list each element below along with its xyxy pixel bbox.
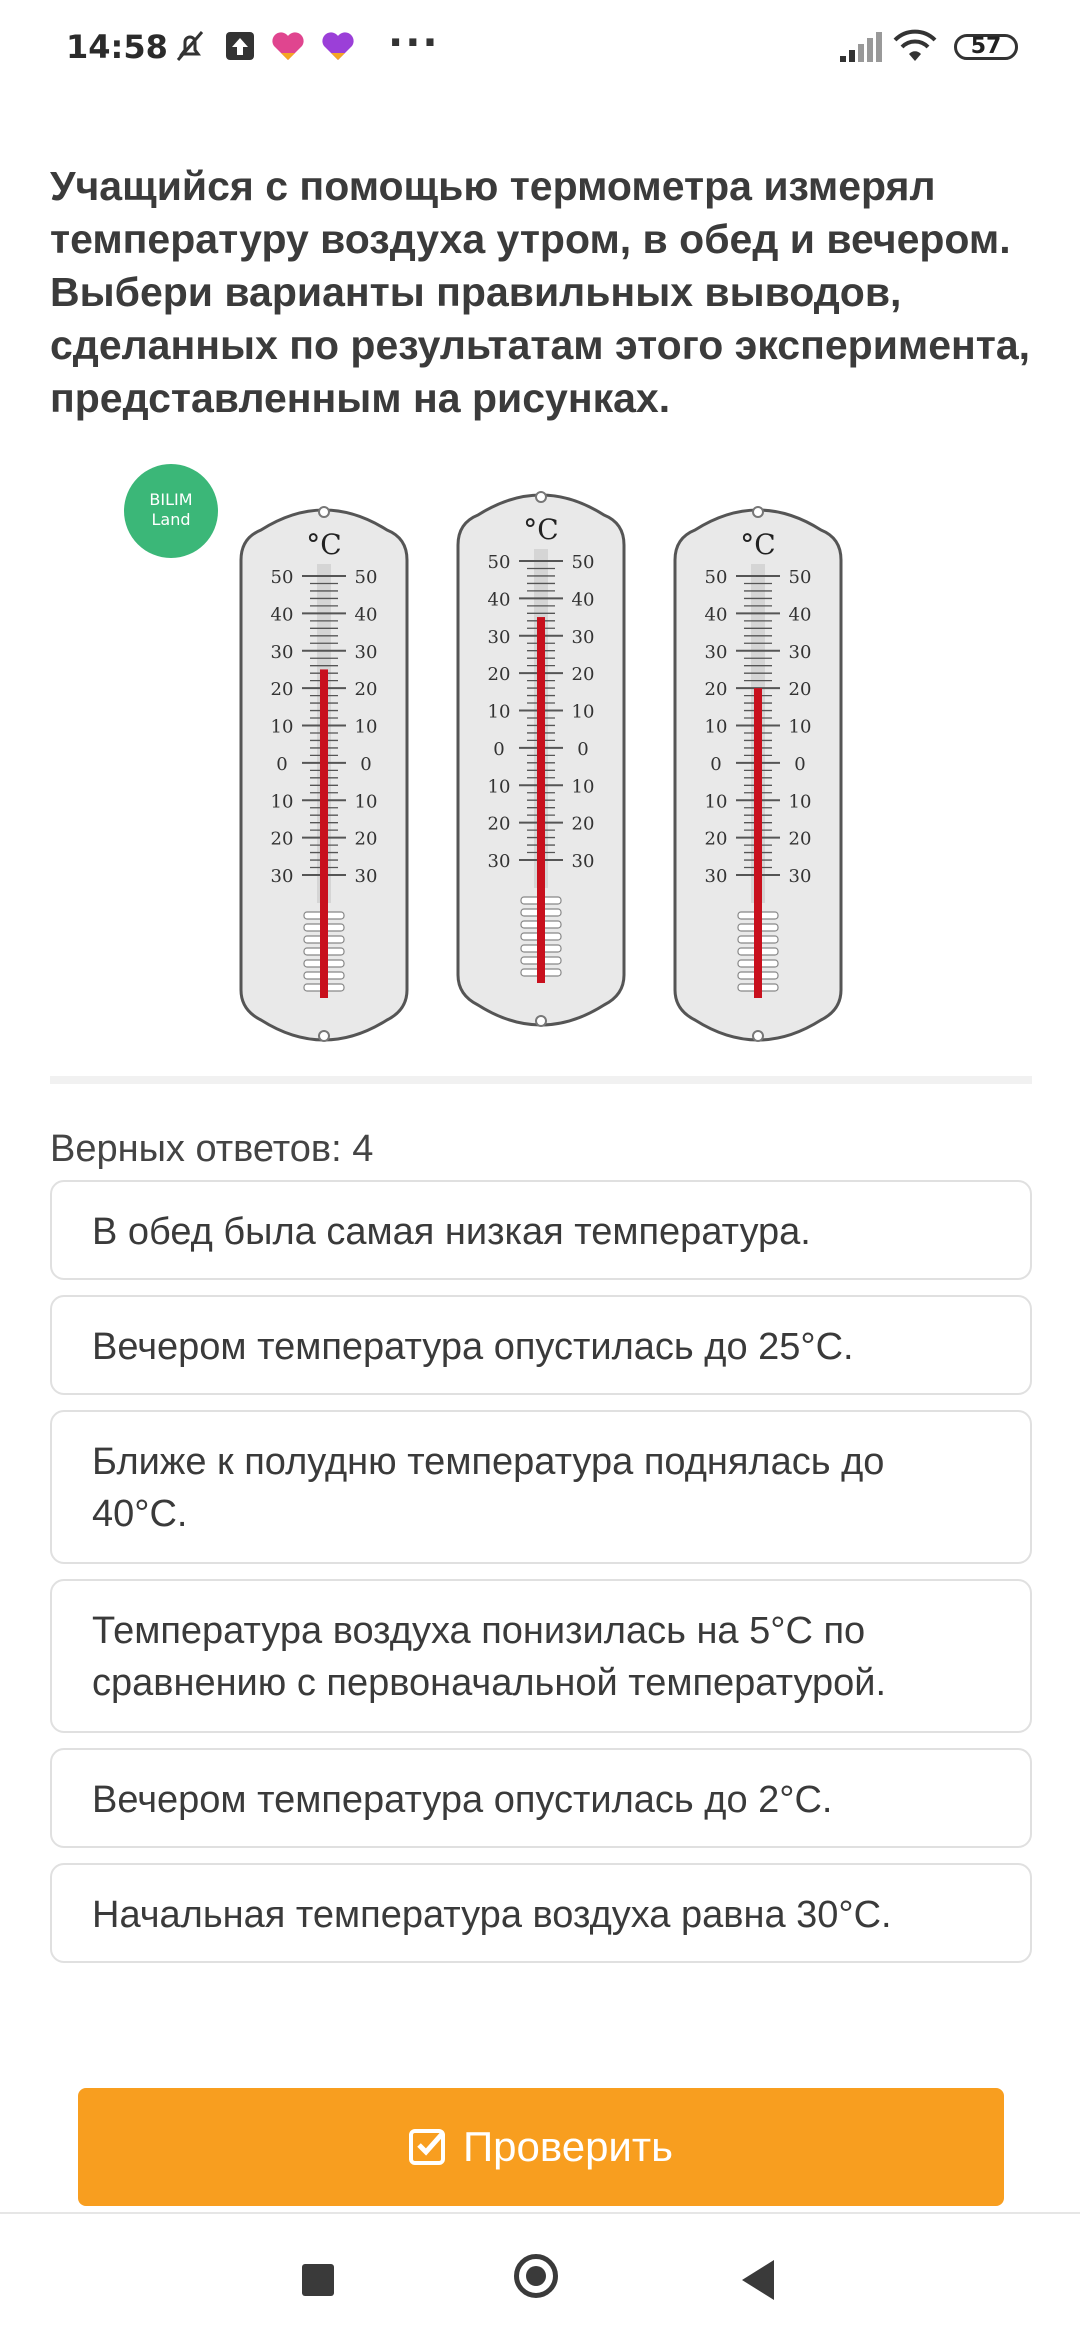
scale-label: 20 [788, 828, 812, 850]
signal-icon [838, 26, 884, 66]
answer-option[interactable]: Вечером температура опустилась до 25°C. [50, 1295, 1032, 1395]
unit-label: °C [740, 528, 776, 561]
back-icon[interactable] [742, 2260, 774, 2300]
scale-label: 20 [704, 679, 728, 701]
battery-level: 57 [970, 34, 1002, 59]
scale-label: 10 [704, 791, 728, 813]
heart-app-icon [318, 26, 358, 66]
upload-icon [220, 26, 260, 66]
scale-label: 50 [354, 567, 378, 588]
battery-icon [954, 34, 1018, 60]
scale-label: 40 [704, 604, 728, 626]
thermometer [458, 492, 624, 1026]
scale-label: 30 [487, 626, 511, 648]
scale-label: 30 [704, 641, 728, 663]
scale-label: 10 [270, 716, 294, 738]
scale-label: 30 [270, 641, 294, 663]
correct-answers-count: Верных ответов: 4 [50, 1128, 374, 1170]
scale-label: 30 [788, 866, 812, 887]
answer-option[interactable]: В обед была самая низкая температура. [50, 1180, 1032, 1280]
scale-label: 20 [270, 828, 294, 850]
figure-divider [50, 1076, 1032, 1084]
scale-label: 30 [354, 641, 378, 663]
thermometer [241, 507, 407, 1041]
scale-label: 0 [710, 753, 722, 775]
scale-label: 40 [354, 604, 378, 626]
scale-label: 10 [571, 776, 595, 798]
hanging-hole [319, 1031, 329, 1041]
mercury-column [754, 688, 762, 998]
hanging-hole [753, 507, 763, 517]
check-button[interactable] [78, 2088, 1004, 2206]
scale-label: 10 [487, 776, 511, 798]
scale-label: 0 [493, 738, 505, 760]
answer-option[interactable]: Ближе к полудню температура поднялась до 40°C. [50, 1410, 1032, 1564]
scale-label: 20 [487, 664, 511, 686]
unit-label: °C [306, 528, 342, 561]
scale-label: 50 [487, 552, 511, 573]
mute-icon [170, 26, 210, 66]
scale-label: 20 [270, 679, 294, 701]
hanging-hole [753, 1031, 763, 1041]
system-nav-bar [0, 2212, 1080, 2342]
hanging-hole [536, 1016, 546, 1026]
scale-label: 10 [270, 791, 294, 813]
hanging-hole [536, 492, 546, 502]
unit-label: °C [523, 513, 559, 546]
scale-label: 30 [788, 641, 812, 663]
scale-label: 30 [704, 866, 728, 887]
scale-label: 40 [487, 589, 511, 611]
scale-label: 50 [704, 567, 728, 588]
scale-label: 20 [788, 679, 812, 701]
scale-label: 20 [487, 813, 511, 835]
scale-label: 20 [571, 813, 595, 835]
scale-label: 10 [487, 701, 511, 723]
thermometers-figure [50, 450, 1032, 1080]
scale-label: 20 [354, 828, 378, 850]
status-bar [0, 0, 1080, 96]
scale-label: 10 [788, 791, 812, 813]
more-dots-icon: ··· [388, 20, 440, 66]
scale-label: 20 [571, 664, 595, 686]
answer-option[interactable]: Начальная температура воздуха равна 30°C. [50, 1863, 1032, 1963]
scale-label: 40 [571, 589, 595, 611]
scale-label: 30 [571, 626, 595, 648]
scale-label: 10 [571, 701, 595, 723]
answer-option[interactable]: Вечером температура опустилась до 2°C. [50, 1748, 1032, 1848]
scale-label: 50 [788, 567, 812, 588]
scale-label: 50 [270, 567, 294, 588]
thermometer [675, 507, 841, 1041]
scale-label: 10 [788, 716, 812, 738]
mercury-column [537, 617, 545, 983]
hanging-hole [319, 507, 329, 517]
logo-text-line-2: Land [151, 510, 191, 529]
scale-label: 20 [354, 679, 378, 701]
wifi-icon [892, 26, 938, 66]
scale-label: 30 [487, 851, 511, 872]
scale-label: 30 [571, 851, 595, 872]
scale-label: 0 [276, 753, 288, 775]
scale-label: 10 [704, 716, 728, 738]
scale-label: 40 [270, 604, 294, 626]
check-button-label: Проверить [462, 2123, 674, 2170]
scale-label: 50 [571, 552, 595, 573]
logo-text-line-1: BILIM [149, 490, 193, 509]
scale-label: 10 [354, 716, 378, 738]
heart-app-icon [268, 26, 308, 66]
scale-label: 0 [577, 738, 589, 760]
scale-label: 0 [360, 753, 372, 775]
home-icon[interactable] [514, 2254, 558, 2298]
status-time: 14:58 [66, 28, 168, 66]
scale-label: 30 [270, 866, 294, 887]
checkbox-icon [409, 2129, 445, 2165]
question-text: Учащийся с помощью термометра измерял температуру воздуха утром, в обед и вечером. Выбери варианты правильных выводов, сделанных по результатам этого эксперимента, представленным на рисунках. [50, 163, 1031, 421]
mercury-column [320, 669, 328, 998]
scale-label: 0 [794, 753, 806, 775]
answer-option[interactable]: Температура воздуха понизилась на 5°C по сравнению с первоначальной температурой. [50, 1579, 1032, 1733]
recent-apps-icon[interactable] [302, 2264, 334, 2296]
scale-label: 10 [354, 791, 378, 813]
scale-label: 40 [788, 604, 812, 626]
scale-label: 30 [354, 866, 378, 887]
scale-label: 20 [704, 828, 728, 850]
